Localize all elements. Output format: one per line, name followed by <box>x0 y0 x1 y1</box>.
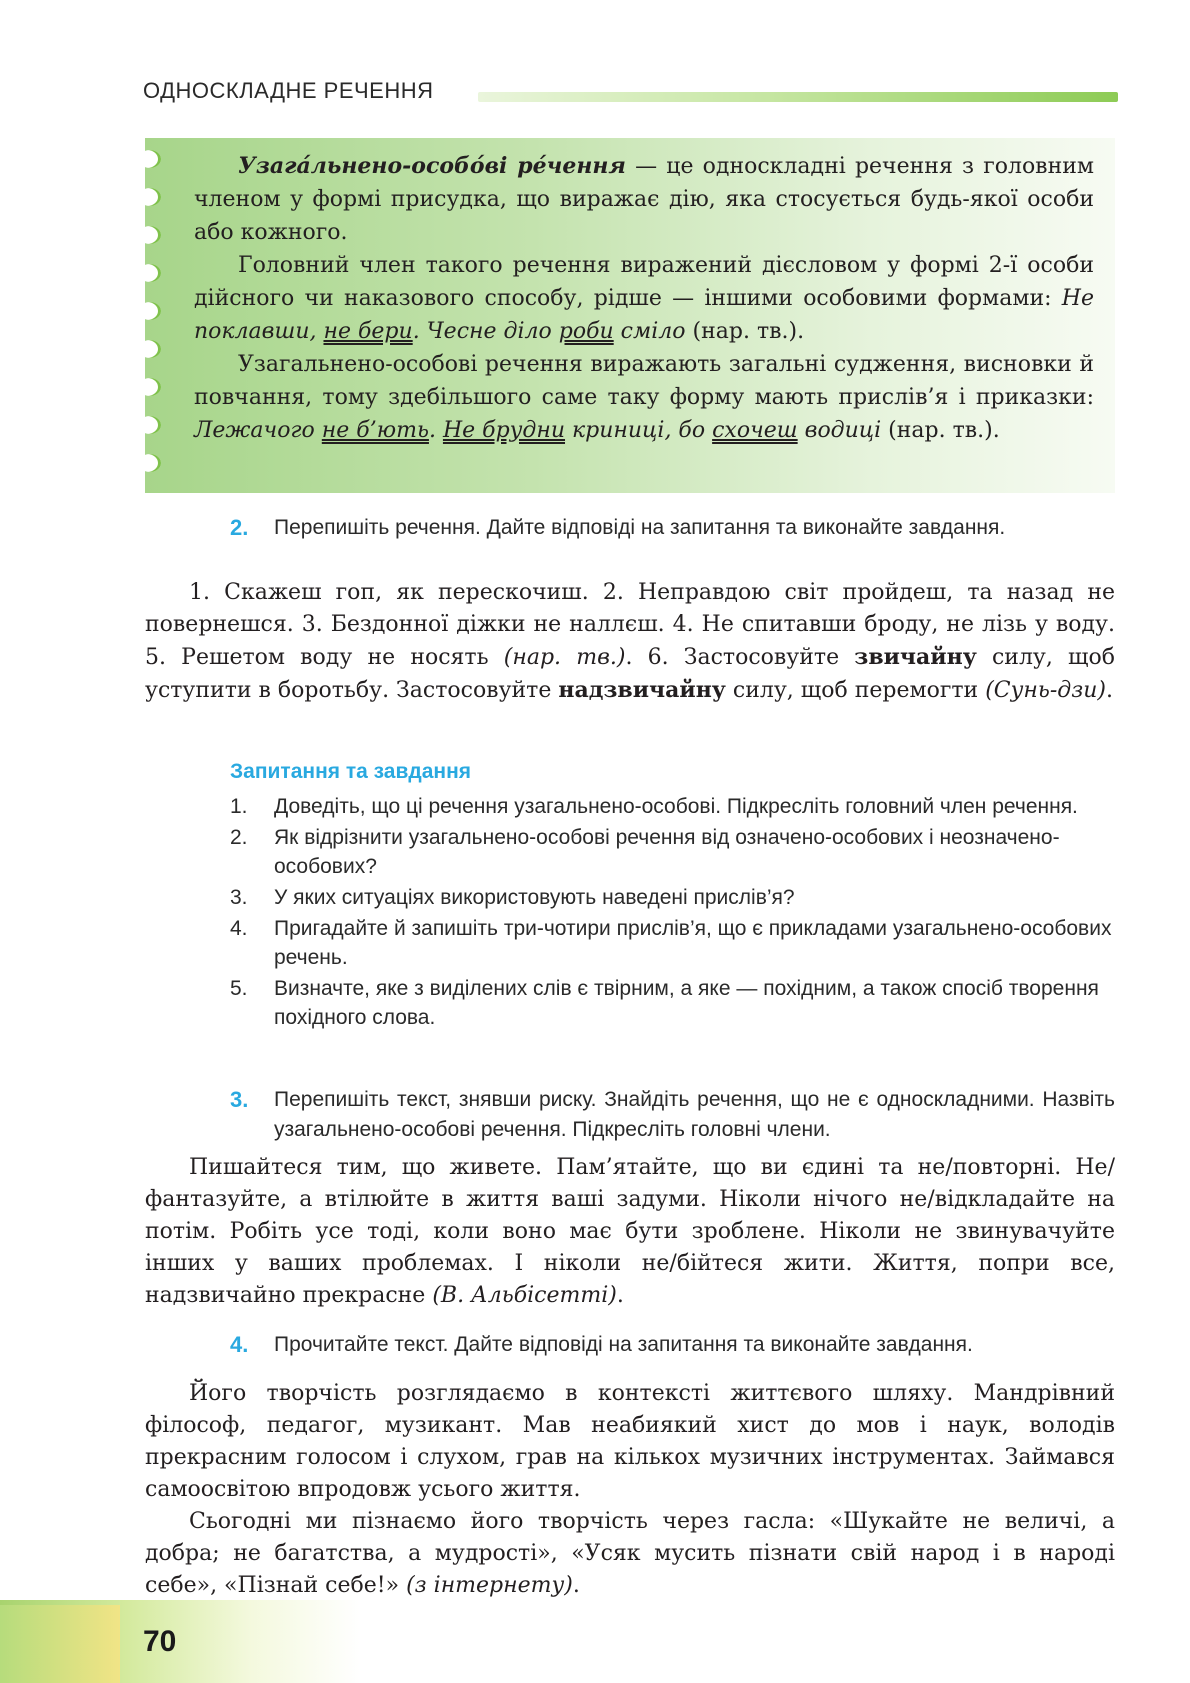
example: криниці, бо <box>565 418 713 443</box>
source-label: (з інтернету) <box>406 1573 573 1598</box>
task-4-instruction <box>230 1330 1115 1360</box>
ring-icon <box>139 226 161 244</box>
text-span: . <box>572 1573 580 1598</box>
task-2-paragraph <box>145 577 1115 707</box>
question-number: 3. <box>230 886 248 909</box>
ring-icon <box>139 378 161 396</box>
question-text: Доведіть, що ці речення узагальнено-особові. Підкресліть головний член речення. <box>274 795 1078 818</box>
question-text: У яких ситуаціях використовують наведені прислів’я? <box>274 886 795 909</box>
rule-text <box>194 150 1094 447</box>
source-label: (нар. тв.) <box>503 645 626 670</box>
task-number: 4. <box>230 1332 249 1357</box>
example: водиці <box>797 418 882 443</box>
ring-icon <box>139 302 161 320</box>
example-predicate: роби <box>558 319 614 344</box>
example-predicate: схочеш <box>712 418 798 443</box>
example: . <box>428 418 443 443</box>
task-number: 3. <box>230 1087 249 1112</box>
text-span: силу, щоб уступити в боротьбу. Застосовуйте <box>145 645 1115 703</box>
source-label: (нар. тв.). <box>685 319 805 344</box>
question-number: 1. <box>230 795 248 818</box>
example: Лежачого <box>194 418 322 443</box>
header-divider <box>478 92 1118 102</box>
source-label: (В. Альбісетті) <box>432 1283 617 1308</box>
task-instruction: Прочитайте текст. Дайте відповіді на запитання та виконайте завдання. <box>274 1333 973 1356</box>
footer-tab <box>0 1605 120 1683</box>
rule-paragraph-3 <box>194 348 1094 447</box>
ring-icon <box>139 150 161 168</box>
rule-term: Узага́льнено-особо́ві ре́чення <box>238 153 626 179</box>
source-label: (нар. тв.). <box>881 418 1000 443</box>
task-3-paragraph <box>145 1152 1115 1312</box>
task-4-text <box>145 1378 1115 1602</box>
ring-icon <box>139 340 161 358</box>
rule-paragraph-2 <box>194 249 1094 348</box>
rule-text-span: Головний член такого речення виражений дієсловом у формі 2-ї особи дійсного чи наказового способу, рідше — іншими особовими формами: <box>194 253 1094 311</box>
example: Не поклавши, <box>194 286 1094 344</box>
questions-heading: Запитання та завдання <box>230 760 472 783</box>
task-3-text <box>145 1152 1115 1312</box>
question-item <box>230 823 1115 881</box>
binder-rings <box>139 150 169 490</box>
ring-icon <box>139 416 161 434</box>
text-span: . 6. Застосовуйте <box>625 645 855 670</box>
text-span: Пишайтеся тим, що живете. Пам’ятайте, що ви єдині та не/повторні. Не/фантазуйте, а втілюйте в життя ваші задуми. Ніколи нічого не/відкладайте на потім. Робіть усе тоді, коли воно має бути зроблене. Ніколи не звинувачуйте інших у ваших проблемах. І ніколи не/бійтеся жити. Життя, попри все, надзвичайно прекрасне <box>145 1155 1115 1308</box>
question-text: Як відрізнити узагальнено-особові речення від означено-особових і неозначено-особових? <box>274 826 1060 878</box>
source-label: (Сунь-дзи) <box>985 678 1106 703</box>
example: . Чесне діло <box>412 319 559 344</box>
question-number: 5. <box>230 977 248 1000</box>
highlighted-word: надзвичайну <box>558 677 726 703</box>
highlighted-word: звичайну <box>854 644 977 670</box>
task-4-paragraph-1: Його творчість розглядаємо в контексті життєвого шляху. Мандрівний філософ, педагог, музикант. Мав неабиякий хист до мов і наук, володів прекрасним голосом і слухом, грав на кількох музичних інструментах. Займався самоосвітою впродовж усього життя. <box>145 1381 1115 1502</box>
task-2-instruction <box>230 513 1115 543</box>
question-text: Визначте, яке з виділених слів є твірним, а яке — похідним, а також спосіб творення похідного слова. <box>274 977 1099 1029</box>
text-span: Сьогодні ми пізнаємо його творчість через гасла: «Шукайте не величі, а добра; не багатства, а мудрості», «Усяк мусить пізнати свій народ і в народі себе», «Пізнай себе!» <box>145 1509 1115 1598</box>
task-instruction: Перепишіть речення. Дайте відповіді на запитання та виконайте завдання. <box>274 516 1006 539</box>
rule-definition: — це односкладні речення з головним членом у формі присудка, що виражає дію, яка стосується будь-якої особи або кожного. <box>194 154 1095 245</box>
ring-icon <box>139 454 161 472</box>
task-instruction: Перепишіть текст, знявши риску. Знайдіть речення, що не є односкладними. Назвіть узагальнено-особові речення. Підкресліть головні члени. <box>274 1088 1115 1141</box>
ring-icon <box>139 188 161 206</box>
task-4-paragraph-2 <box>145 1506 1115 1602</box>
question-item <box>230 883 1115 912</box>
text-span: . <box>616 1283 624 1308</box>
text-span: . <box>1106 678 1113 703</box>
question-item <box>230 914 1115 972</box>
rule-text-span: Узагальнено-особові речення виражають загальні судження, висновки й повчання, тому здебільшого саме таку форму мають прислів’я і приказки: <box>194 352 1094 410</box>
question-item <box>230 974 1115 1032</box>
rule-paragraph-1 <box>194 150 1094 249</box>
question-number: 2. <box>230 826 248 849</box>
example-predicate: не бери <box>323 319 413 344</box>
text-span: силу, щоб перемогти <box>725 678 986 703</box>
question-text: Пригадайте й запишіть три-чотири прислів’я, що є прикладами узагальнено-особових речень. <box>274 917 1112 969</box>
question-number: 4. <box>230 917 248 940</box>
task-2-text <box>145 577 1115 707</box>
page-number: 70 <box>143 1625 177 1658</box>
ring-icon <box>139 264 161 282</box>
example: сміло <box>613 319 686 344</box>
example-predicate: Не брудни <box>442 418 566 443</box>
example-predicate: не б’ють <box>321 418 429 443</box>
section-title: ОДНОСКЛАДНЕ РЕЧЕННЯ <box>143 78 434 103</box>
questions-list <box>230 792 1115 1034</box>
question-item <box>230 792 1115 821</box>
text-span: 1. Скажеш гоп, як перескочиш. 2. Неправдою світ пройдеш, та назад не повернешся. 3. Бездонної діжки не наллєш. 4. Не спитавши броду, не лізь у воду. 5. Решетом воду не носять <box>145 580 1115 670</box>
task-3-instruction <box>230 1085 1115 1145</box>
task-number: 2. <box>230 515 249 540</box>
